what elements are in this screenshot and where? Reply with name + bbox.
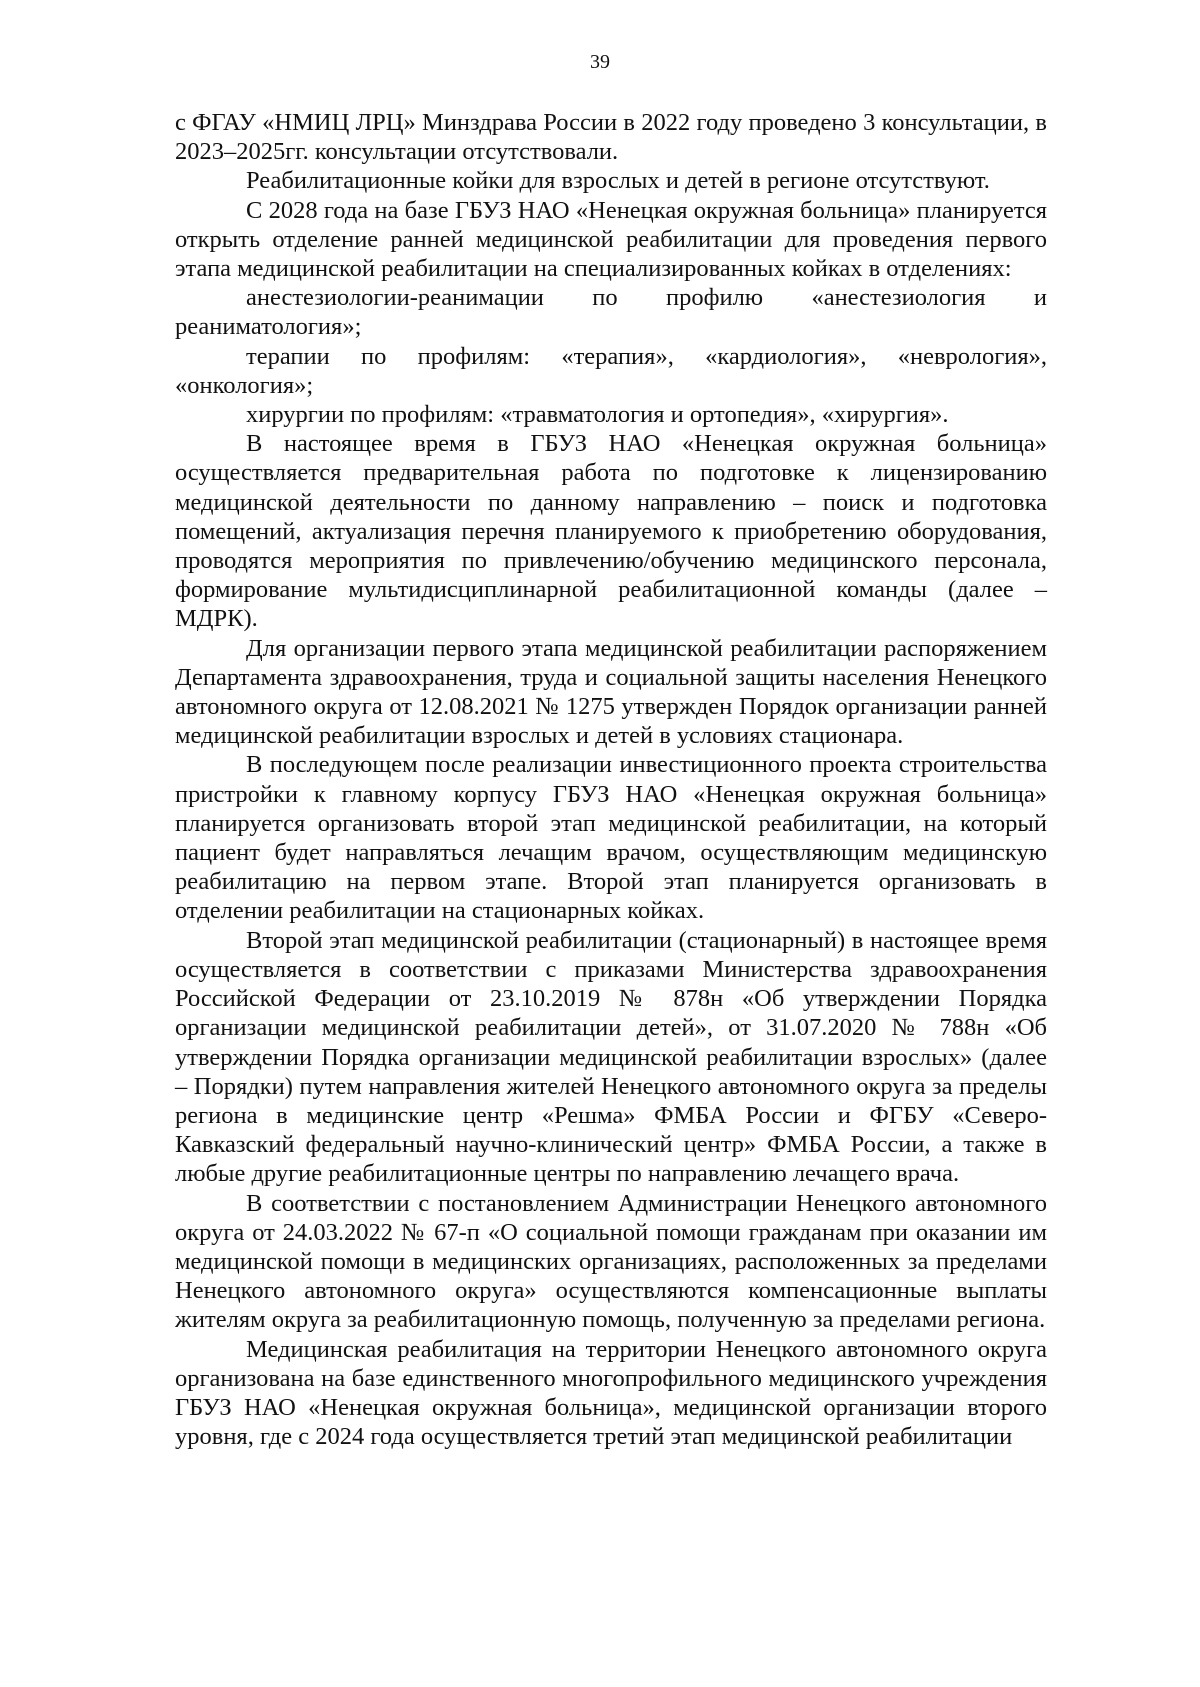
paragraph-second-stage-plan: В последующем после реализации инвестиционного проекта строительства пристройки к главному корпусу ГБУЗ НАО «Ненецкая окружная больница» планируется организовать второй этап медицинской реабилитации, на который пациент будет направляться лечащим врачом, осуществляющим медицинскую реабилитацию на первом этапе. Второй этап планируется организовать в отделении реабилитации на стационарных койках. <box>175 751 1047 925</box>
page-number: 39 <box>590 51 610 73</box>
paragraph-department-plan: С 2028 года на базе ГБУЗ НАО «Ненецкая окружная больница» планируется открыть отделение ранней медицинской реабилитации для проведения первого этапа медицинской реабилитации на специализированных койках в отделениях: <box>175 196 1047 283</box>
paragraph-rehab-organization: Медицинская реабилитация на территории Ненецкого автономного округа организована на базе единственного многопрофильного медицинского учреждения ГБУЗ НАО «Ненецкая окружная больница», медицинской организации второго уровня, где с 2024 года осуществляется третий этап медицинской реабилитации <box>175 1335 1047 1451</box>
paragraph-licensing-preparation: В настоящее время в ГБУЗ НАО «Ненецкая окружная больница» осуществляется предварительная работа по подготовке к лицензированию медицинской деятельности по данному направлению – поиск и подготовка помещений, актуализация перечня планируемого к приобретению оборудования, проводятся мероприятия по привлечению/обучению медицинского персонала, формирование мультидисциплинарной реабилитационной команды (далее – МДРК). <box>175 430 1047 633</box>
paragraph-consultations: с ФГАУ «НМИЦ ЛРЦ» Минздрава России в 2022 году проведено 3 консультации, в 2023–2025гг. консультации отсутствовали. <box>175 109 1047 166</box>
paragraph-compensation: В соответствии с постановлением Администрации Ненецкого автономного округа от 24.03.2022 № 67-п «О социальной помощи гражданам при оказании им медицинской помощи в медицинских организациях, расположенных за пределами Ненецкого автономного округа» осуществляются компенсационные выплаты жителям округа за реабилитационную помощь, полученную за пределами региона. <box>175 1189 1047 1334</box>
paragraph-surgery: хирургии по профилям: «травматология и ортопедия», «хирургия». <box>246 401 949 429</box>
paragraph-first-stage-order: Для организации первого этапа медицинской реабилитации распоряжением Департамента здравоохранения, труда и социальной защиты населения Ненецкого автономного округа от 12.08.2021 № 1275 утвержден Порядок организации ранней медицинской реабилитации взрослых и детей в условиях стационара. <box>175 634 1047 750</box>
paragraph-therapy: терапии по профилям: «терапия», «кардиология», «неврология», «онкология»; <box>175 342 1047 399</box>
paragraph-anesthesiology: анестезиологии-реанимации по профилю «анестезиология и реаниматология»; <box>175 284 1047 341</box>
paragraph-second-stage-current: Второй этап медицинской реабилитации (стационарный) в настоящее время осуществляется в соответствии с приказами Министерства здравоохранения Российской Федерации от 23.10.2019 № 878н «Об утверждении Порядка организации медицинской реабилитации детей», от 31.07.2020 № 788н «Об утверждении Порядка организации медицинской реабилитации взрослых» (далее – Порядки) путем направления жителей Ненецкого автономного округа за пределы региона в медицинские центр «Решма» ФМБА России и ФГБУ «Северо-Кавказский федеральный научно-клинический центр» ФМБА России, а также в любые другие реабилитационные центры по направлению лечащего врача. <box>175 926 1047 1188</box>
document-body <box>175 108 1047 1451</box>
paragraph-rehab-beds: Реабилитационные койки для взрослых и детей в регионе отсутствуют. <box>246 167 990 195</box>
